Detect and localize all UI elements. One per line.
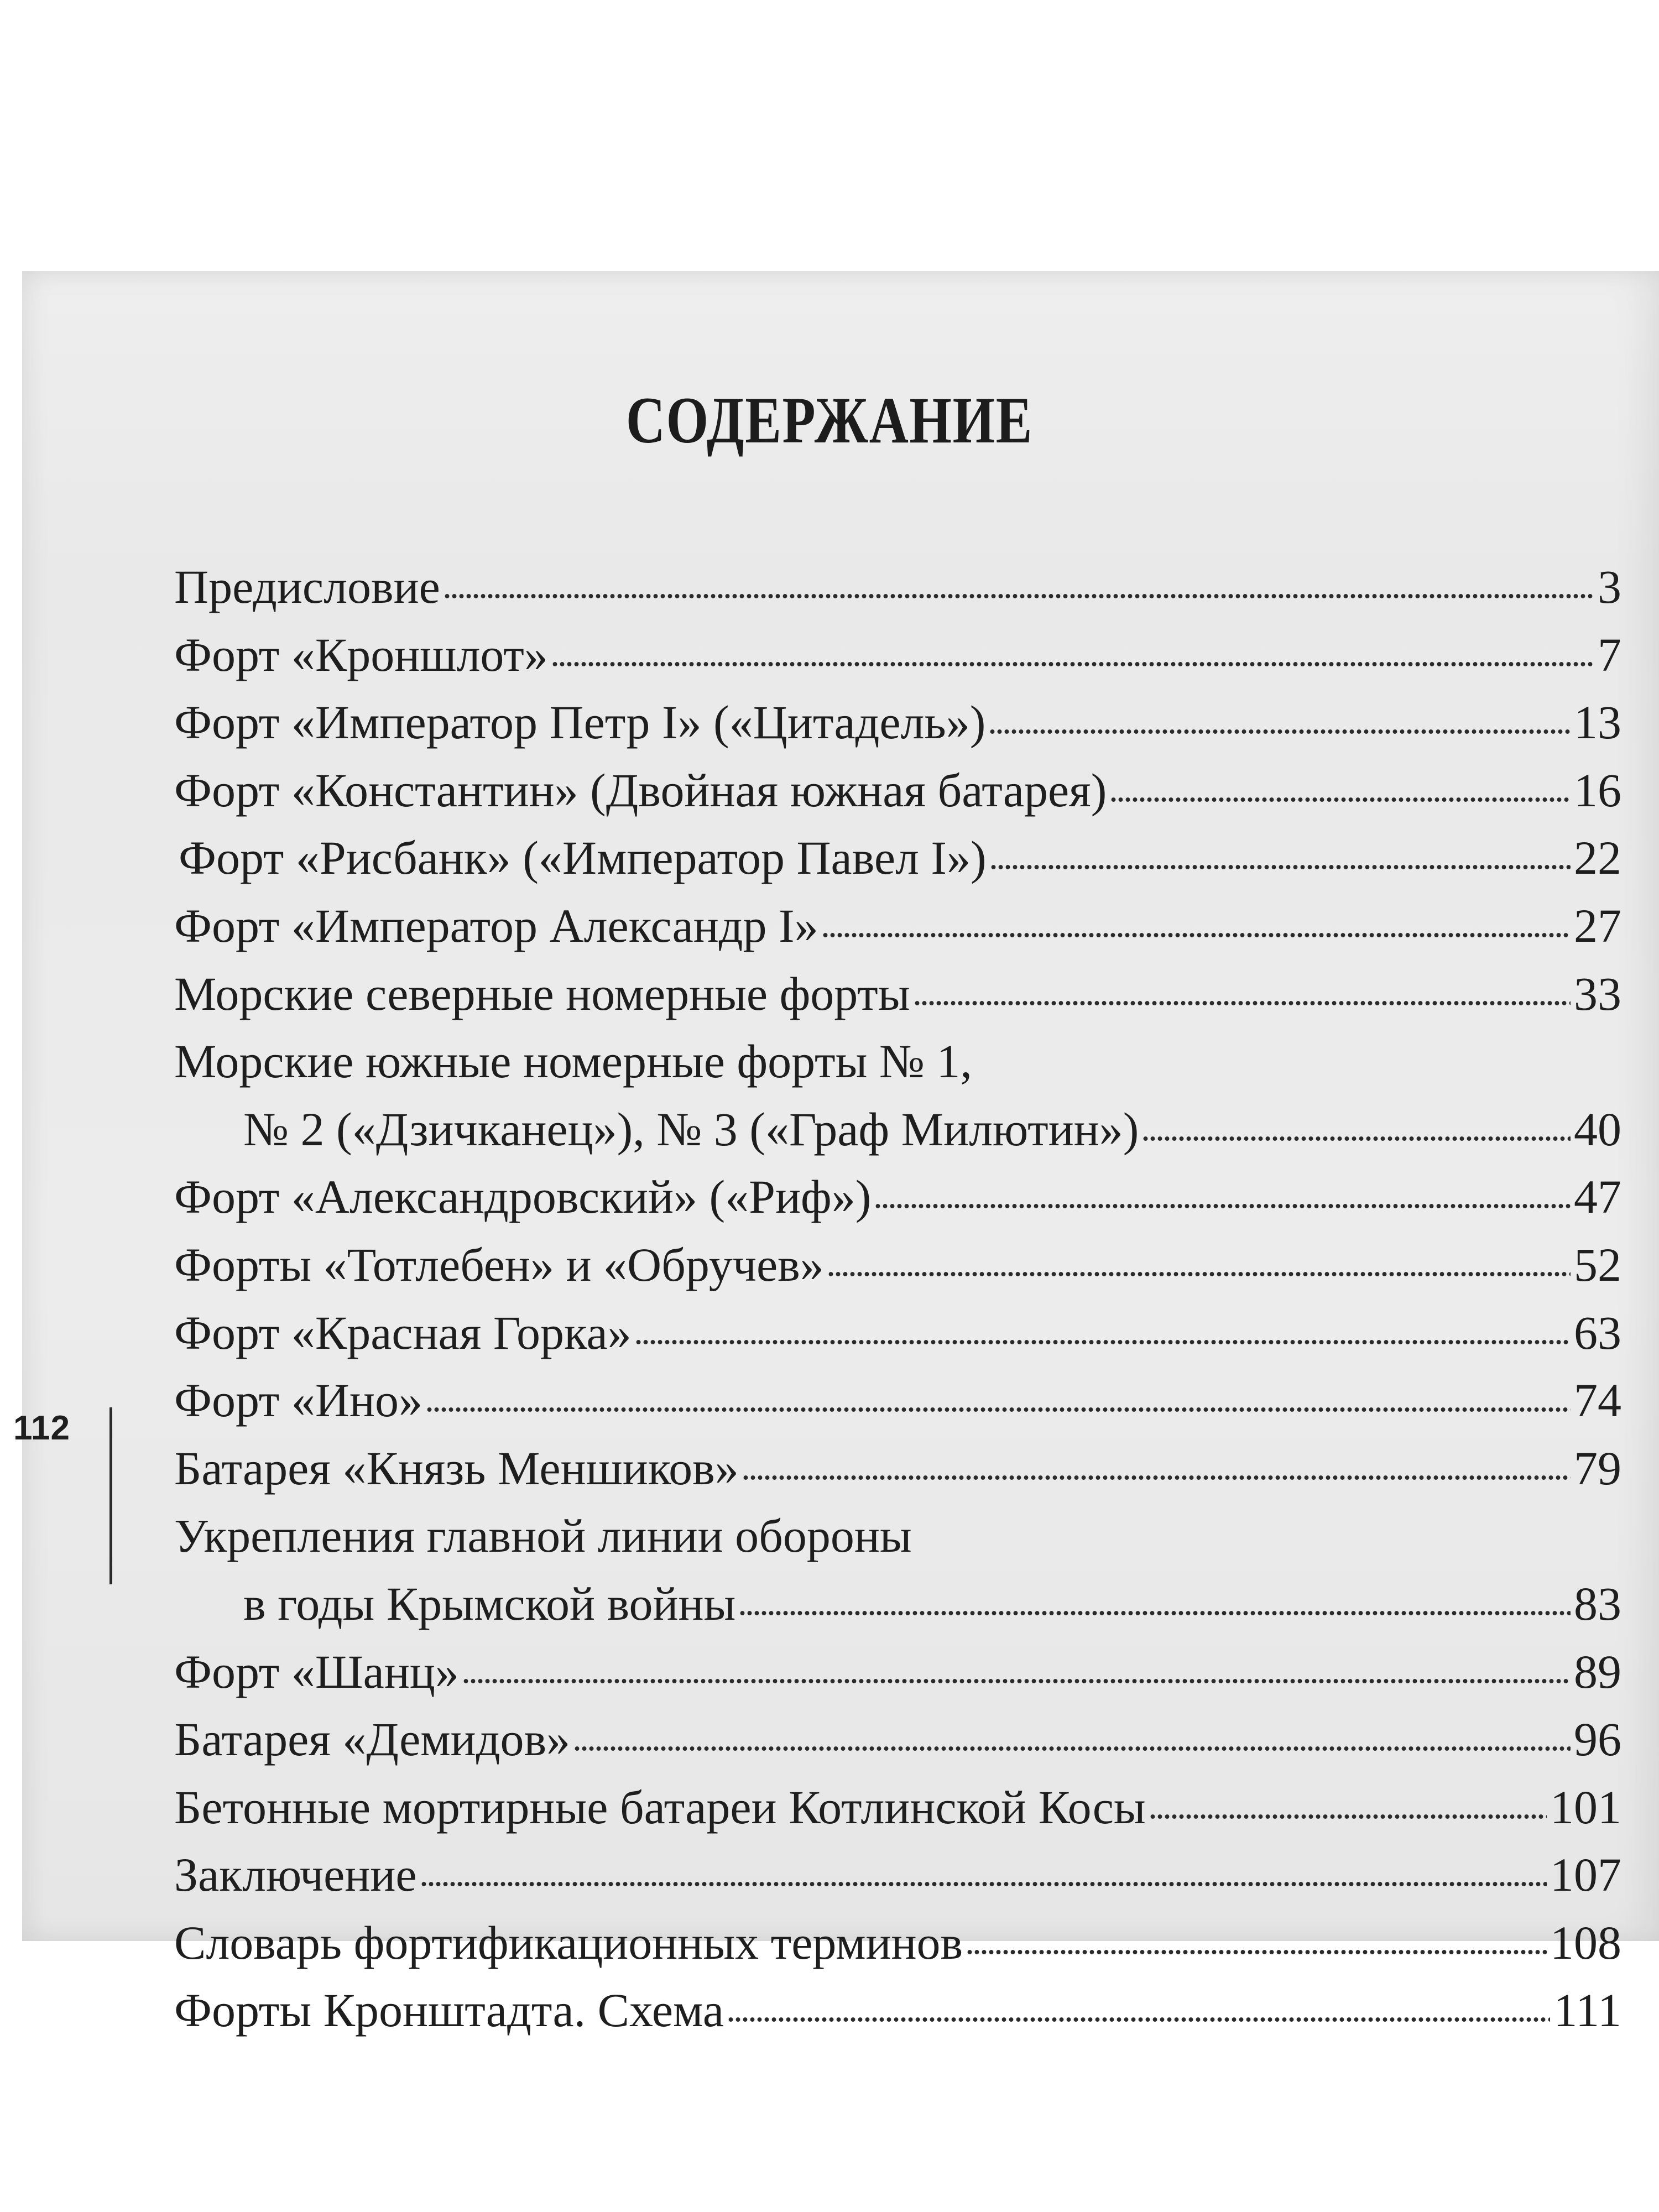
toc-entry-title-continued: в годы Крымской войны xyxy=(243,1577,736,1630)
toc-entry-shants xyxy=(174,1638,1621,1706)
margin-rule xyxy=(109,1407,112,1584)
dot-leader xyxy=(914,998,1571,1009)
toc-entry-defense-line-1 xyxy=(174,1502,1621,1570)
toc-entry-menshikov xyxy=(174,1434,1621,1503)
page-number: 112 xyxy=(13,1409,71,1447)
dot-leader xyxy=(462,1676,1571,1687)
toc-entry-title: Бетонные мортирные батареи Котлинской Косы xyxy=(174,1780,1146,1834)
page-title: СОДЕРЖАНИЕ xyxy=(625,383,1034,457)
toc-entry-page: 83 xyxy=(1574,1577,1621,1630)
toc-entry-conclusion xyxy=(174,1841,1621,1909)
toc-entry-title: Укрепления главной линии обороны xyxy=(174,1509,912,1563)
toc-entry-page: 111 xyxy=(1553,1984,1621,2037)
toc-entry-title: Форт «Кроншлот» xyxy=(174,628,548,681)
toc-entry-title: Форты Кронштадта. Схема xyxy=(174,1984,724,2037)
toc-entry-title: Форт «Рисбанк» («Император Павел I») xyxy=(179,831,987,885)
toc-entry-preface xyxy=(174,553,1621,621)
toc-entry-kronshlot xyxy=(174,621,1621,689)
dot-leader xyxy=(420,1879,1547,1890)
toc-entry-title-continued: № 2 («Дзичканец»), № 3 («Граф Милютин») xyxy=(243,1102,1139,1156)
toc-entry-page: 63 xyxy=(1574,1306,1621,1359)
toc-entry-title: Предисловие xyxy=(174,560,440,613)
toc-entry-south-forts-line-1 xyxy=(174,1027,1621,1095)
toc-entry-alexandrovsky xyxy=(174,1163,1621,1231)
dot-leader xyxy=(966,1947,1547,1958)
dot-leader xyxy=(573,1743,1571,1754)
toc-entry-glossary xyxy=(174,1909,1621,1977)
toc-entry-page: 40 xyxy=(1574,1102,1621,1156)
toc-entry-title: Форт «Император Петр I» («Цитадель») xyxy=(174,696,986,749)
toc-entry-page: 79 xyxy=(1574,1441,1621,1495)
toc-entry-title: Форт «Константин» (Двойная южная батарея) xyxy=(174,763,1107,817)
toc-entry-page: 89 xyxy=(1574,1645,1621,1698)
toc-entry-page: 13 xyxy=(1574,696,1621,749)
toc-entry-title: Форт «Александровский» («Риф») xyxy=(174,1170,872,1224)
toc-entry-page: 7 xyxy=(1598,628,1621,681)
dot-leader xyxy=(990,862,1571,873)
toc-entry-page: 22 xyxy=(1574,831,1621,885)
toc-entry-ino xyxy=(174,1366,1621,1434)
toc-entry-title: Форт «Ино» xyxy=(174,1374,423,1427)
toc-entry-page: 47 xyxy=(1574,1170,1621,1224)
dot-leader xyxy=(989,726,1571,737)
toc-entry-alexander-i xyxy=(174,892,1621,960)
toc-entry-totleben-obruchev xyxy=(174,1231,1621,1299)
toc-entry-north-forts xyxy=(174,960,1621,1028)
toc-entry-title: Заключение xyxy=(174,1848,417,1902)
toc-entry-title: Морские северные номерные форты xyxy=(174,967,910,1020)
toc-entry-page: 108 xyxy=(1550,1916,1621,1969)
dot-leader xyxy=(1149,1811,1547,1822)
toc-entry-title: Батарея «Князь Меншиков» xyxy=(174,1441,739,1495)
dot-leader xyxy=(827,1269,1571,1280)
toc-entry-title: Форт «Шанц» xyxy=(174,1645,459,1698)
toc-entry-page: 101 xyxy=(1550,1780,1621,1834)
dot-leader xyxy=(551,659,1594,670)
dot-leader xyxy=(822,930,1571,941)
toc-entry-demidov xyxy=(174,1705,1621,1773)
dot-leader xyxy=(739,1608,1571,1619)
toc-entry-defense-line-2 xyxy=(174,1570,1621,1638)
toc-entry-page: 3 xyxy=(1598,560,1621,613)
dot-leader xyxy=(635,1337,1571,1348)
toc-entry-risbank xyxy=(174,824,1621,892)
toc-entry-page: 96 xyxy=(1574,1713,1621,1766)
dot-leader xyxy=(874,1201,1571,1212)
toc-entry-scheme xyxy=(174,1976,1621,2044)
toc-entry-page: 107 xyxy=(1550,1848,1621,1902)
toc-entry-title: Батарея «Демидов» xyxy=(174,1713,571,1766)
toc-entry-page: 52 xyxy=(1574,1238,1621,1291)
toc-entry-page: 74 xyxy=(1574,1374,1621,1427)
toc-entry-title: Форт «Император Александр I» xyxy=(174,899,818,952)
dot-leader xyxy=(444,591,1594,602)
dot-leader xyxy=(742,1472,1571,1483)
toc-entry-south-forts-line-2 xyxy=(174,1095,1621,1164)
toc-entry-title: Словарь фортификационных терминов xyxy=(174,1916,963,1969)
toc-entry-page: 27 xyxy=(1574,899,1621,952)
toc-entry-konstantin xyxy=(174,757,1621,825)
toc-entry-title: Форт «Красная Горка» xyxy=(174,1306,632,1359)
dot-leader xyxy=(426,1404,1571,1415)
toc-entry-title: Форты «Тотлебен» и «Обручев» xyxy=(174,1238,824,1291)
toc-entry-peter-i xyxy=(174,688,1621,757)
toc-entry-page: 16 xyxy=(1574,763,1621,817)
toc-entry-krasnaya-gorka xyxy=(174,1299,1621,1367)
dot-leader xyxy=(1110,794,1571,805)
dot-leader xyxy=(727,2014,1550,2025)
table-of-contents xyxy=(174,553,1621,2044)
toc-entry-title: Морские южные номерные форты № 1, xyxy=(174,1035,972,1088)
toc-entry-mortar-batteries xyxy=(174,1773,1621,1841)
dot-leader xyxy=(1142,1133,1571,1144)
toc-entry-page: 33 xyxy=(1574,967,1621,1020)
